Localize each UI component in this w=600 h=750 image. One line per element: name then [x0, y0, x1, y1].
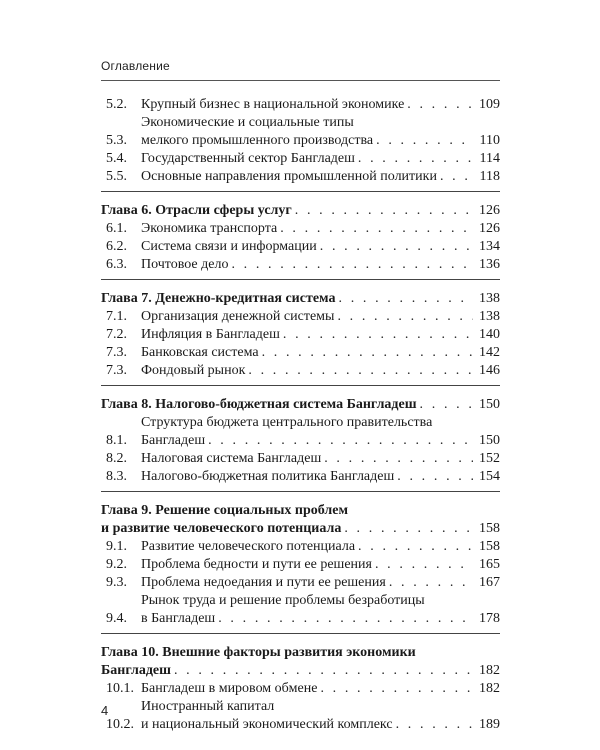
toc-section-entry: [101, 150, 500, 168]
toc-entry-line: [141, 432, 500, 450]
toc-entry-line: [141, 132, 500, 150]
toc-entry-text: Структура бюджета центрального правительства: [141, 415, 433, 430]
toc-entry-text: Система связи и информации: [141, 239, 317, 254]
toc-page-number: 140: [479, 327, 500, 342]
toc-entry-number: 7.2.: [106, 327, 127, 342]
toc-entry-number: 7.3.: [106, 345, 127, 360]
toc-entry-line: [101, 644, 500, 662]
toc-entry-text: Бангладеш: [101, 663, 171, 678]
toc-entry-title: [141, 468, 500, 486]
toc-entry-text: Глава 6. Отрасли сферы услуг: [101, 203, 292, 218]
leader-dots: [407, 96, 473, 114]
toc-entry-text: Фондовый рынок: [141, 363, 246, 378]
toc-section-entry: [101, 344, 500, 362]
toc-entry-line: [141, 308, 500, 326]
toc-entry-title: [101, 396, 500, 414]
toc-chapter-entry: [101, 396, 500, 414]
toc-entry-text: Налогово-бюджетная политика Бангладеш: [141, 469, 395, 484]
toc-page-number: 138: [479, 309, 500, 324]
toc-entry-text: и развитие человеческого потенциала: [101, 521, 342, 536]
toc-section-entry: [101, 698, 500, 734]
toc-entry-text: Иностранный капитал: [141, 699, 275, 714]
toc-entry-text: в Бангладеш: [141, 611, 216, 626]
page-number: 4: [101, 703, 109, 718]
toc-entry-title: [141, 238, 500, 256]
toc-page-number: 118: [479, 169, 500, 184]
toc-entry-title: [141, 256, 500, 274]
toc-group: [101, 202, 500, 280]
toc-entry-number: 8.2.: [106, 451, 127, 466]
toc-section-entry: [101, 450, 500, 468]
toc-entry-line: [141, 680, 500, 698]
toc-entry-title: [141, 680, 500, 698]
toc-section-entry: [101, 238, 500, 256]
toc-entry-number: 6.2.: [106, 239, 127, 254]
toc-entry-line: [141, 238, 500, 256]
toc-page-number: 150: [479, 397, 500, 412]
leader-dots: [324, 450, 473, 468]
toc-entry-title: [141, 538, 500, 556]
toc-entry-text: Инфляция в Бангладеш: [141, 327, 280, 342]
toc-page-number: 152: [479, 451, 500, 466]
toc-entry-line: [101, 520, 500, 538]
toc-entry-title: [141, 574, 500, 592]
toc-group: [101, 290, 500, 386]
toc-entry-line: [141, 414, 500, 432]
toc-entry-text: Экономические и социальные типы: [141, 115, 354, 130]
toc-entry-number: 7.1.: [106, 309, 127, 324]
toc-entry-number: 9.2.: [106, 557, 127, 572]
toc-entry-number: 8.3.: [106, 469, 127, 484]
toc-section-entry: [101, 574, 500, 592]
toc-section-entry: [101, 592, 500, 628]
leader-dots: [320, 680, 473, 698]
toc-page-number: 158: [479, 521, 500, 536]
toc-entry-number: 10.1.: [106, 681, 134, 696]
toc-entry-text: Проблема бедности и пути ее решения: [141, 557, 372, 572]
toc-group: [101, 96, 500, 192]
toc-entry-line: [141, 220, 500, 238]
toc-entry-text: Экономика транспорта: [141, 221, 278, 236]
toc-chapter-entry: [101, 644, 500, 680]
toc-entry-line: [141, 344, 500, 362]
toc-entry-text: Рынок труда и решение проблемы безработицы: [141, 593, 425, 608]
toc-entry-number: 6.1.: [106, 221, 127, 236]
toc-entry-title: [141, 450, 500, 468]
toc-page-number: 158: [479, 539, 500, 554]
toc-page-number: 134: [479, 239, 500, 254]
toc-entry-title: [141, 592, 500, 628]
toc-entry-number: 10.2.: [106, 717, 134, 732]
toc-section-entry: [101, 220, 500, 238]
toc-entry-line: [141, 150, 500, 168]
toc-entry-title: [141, 556, 500, 574]
leader-dots: [174, 662, 473, 680]
toc-page-number: 182: [479, 681, 500, 696]
toc-chapter-entry: [101, 290, 500, 308]
toc-page-number: 138: [479, 291, 500, 306]
leader-dots: [396, 716, 473, 734]
toc-entry-line: [141, 114, 500, 132]
toc-section-entry: [101, 414, 500, 450]
toc-entry-text: Налоговая система Бангладеш: [141, 451, 322, 466]
toc-entry-title: [101, 644, 500, 680]
toc-page-number: 182: [479, 663, 500, 678]
leader-dots: [358, 150, 473, 168]
leader-dots: [295, 202, 473, 220]
toc-entry-title: [141, 362, 500, 380]
toc-entry-line: [141, 538, 500, 556]
toc-entry-text: Организация денежной системы: [141, 309, 335, 324]
leader-dots: [376, 132, 473, 150]
toc-entry-title: [101, 202, 500, 220]
toc-entry-text: Основные направления промышленной политики: [141, 169, 437, 184]
toc-entry-line: [141, 468, 500, 486]
leader-dots: [262, 344, 473, 362]
toc-entry-text: и национальный экономический комплекс: [141, 717, 393, 732]
toc-entry-text: Крупный бизнес в национальной экономике: [141, 97, 405, 112]
leader-dots: [337, 308, 473, 326]
toc-entry-line: [141, 698, 500, 716]
toc-entry-number: 9.1.: [106, 539, 127, 554]
toc-entry-text: Развитие человеческого потенциала: [141, 539, 356, 554]
toc-entry-line: [141, 610, 500, 628]
toc-entry-text: Проблема недоедания и пути ее решения: [141, 575, 386, 590]
toc-section-entry: [101, 468, 500, 486]
toc-entry-line: [141, 326, 500, 344]
toc-entry-title: [141, 114, 500, 150]
leader-dots: [280, 220, 473, 238]
toc-page-number: 126: [479, 221, 500, 236]
leader-dots: [358, 538, 473, 556]
toc-section-entry: [101, 168, 500, 186]
leader-dots: [218, 610, 473, 628]
toc-entry-line: [141, 556, 500, 574]
toc-entry-text: Банковская система: [141, 345, 259, 360]
leader-dots: [339, 290, 474, 308]
toc-entry-line: [101, 290, 500, 308]
toc-page-number: 189: [479, 717, 500, 732]
toc-entry-title: [141, 96, 500, 114]
toc-page-number: 165: [479, 557, 500, 572]
leader-dots: [320, 238, 473, 256]
toc-entry-line: [141, 450, 500, 468]
toc-entry-number: 9.4.: [106, 611, 127, 626]
toc-group: [101, 502, 500, 634]
toc-entry-line: [141, 362, 500, 380]
toc-entry-line: [141, 168, 500, 186]
toc-page-number: 114: [479, 151, 500, 166]
toc-entry-text: Почтовое дело: [141, 257, 229, 272]
toc-page-number: 110: [479, 133, 500, 148]
leader-dots: [231, 256, 473, 274]
toc-entry-title: [141, 414, 500, 450]
toc-entry-text: Бангладеш в мировом обмене: [141, 681, 318, 696]
running-header: Оглавление: [101, 59, 170, 73]
toc-entry-number: 5.3.: [106, 133, 127, 148]
table-of-contents: [101, 96, 500, 749]
toc-page-number: 154: [479, 469, 500, 484]
toc-entry-text: Глава 7. Денежно-кредитная система: [101, 291, 336, 306]
toc-section-entry: [101, 556, 500, 574]
toc-group: [101, 644, 500, 739]
toc-entry-title: [101, 290, 500, 308]
toc-entry-text: Глава 9. Решение социальных проблем: [101, 503, 349, 518]
toc-section-entry: [101, 362, 500, 380]
toc-entry-title: [141, 220, 500, 238]
toc-entry-number: 7.3.: [106, 363, 127, 378]
toc-group: [101, 396, 500, 492]
toc-entry-title: [141, 698, 500, 734]
toc-section-entry: [101, 326, 500, 344]
toc-page-number: 146: [479, 363, 500, 378]
leader-dots: [440, 168, 473, 186]
toc-entry-line: [101, 502, 500, 520]
toc-section-entry: [101, 256, 500, 274]
toc-entry-number: 8.1.: [106, 433, 127, 448]
toc-page-number: 167: [479, 575, 500, 590]
toc-page-number: 136: [479, 257, 500, 272]
toc-entry-title: [101, 502, 500, 538]
toc-entry-line: [141, 96, 500, 114]
leader-dots: [389, 574, 473, 592]
toc-page-number: 178: [479, 611, 500, 626]
leader-dots: [344, 520, 473, 538]
toc-entry-text: Глава 10. Внешние факторы развития экономики: [101, 645, 416, 660]
toc-entry-text: Бангладеш: [141, 433, 206, 448]
toc-page-number: 109: [479, 97, 500, 112]
toc-entry-line: [141, 716, 500, 734]
toc-entry-line: [101, 662, 500, 680]
leader-dots: [208, 432, 473, 450]
toc-entry-line: [141, 574, 500, 592]
toc-entry-text: Государственный сектор Бангладеш: [141, 151, 355, 166]
toc-section-entry: [101, 114, 500, 150]
toc-entry-text: мелкого промышленного производства: [141, 133, 374, 148]
toc-page-number: 142: [479, 345, 500, 360]
toc-page-number: 150: [479, 433, 500, 448]
toc-chapter-entry: [101, 502, 500, 538]
toc-entry-title: [141, 344, 500, 362]
toc-section-entry: [101, 308, 500, 326]
leader-dots: [420, 396, 473, 414]
header-rule: [101, 80, 500, 81]
toc-entry-line: [101, 396, 500, 414]
toc-section-entry: [101, 538, 500, 556]
toc-entry-number: 5.2.: [106, 97, 127, 112]
toc-entry-line: [141, 256, 500, 274]
toc-entry-title: [141, 326, 500, 344]
toc-entry-title: [141, 308, 500, 326]
toc-entry-text: Глава 8. Налогово-бюджетная система Бангладеш: [101, 397, 417, 412]
leader-dots: [248, 362, 473, 380]
toc-section-entry: [101, 96, 500, 114]
toc-entry-number: 9.3.: [106, 575, 127, 590]
toc-entry-title: [141, 168, 500, 186]
leader-dots: [397, 468, 473, 486]
toc-chapter-entry: [101, 202, 500, 220]
leader-dots: [375, 556, 473, 574]
toc-entry-number: 5.5.: [106, 169, 127, 184]
toc-page-number: 126: [479, 203, 500, 218]
toc-entry-line: [141, 592, 500, 610]
toc-entry-number: 5.4.: [106, 151, 127, 166]
toc-entry-line: [101, 202, 500, 220]
toc-entry-number: 6.3.: [106, 257, 127, 272]
toc-section-entry: [101, 680, 500, 698]
toc-entry-title: [141, 150, 500, 168]
leader-dots: [283, 326, 473, 344]
